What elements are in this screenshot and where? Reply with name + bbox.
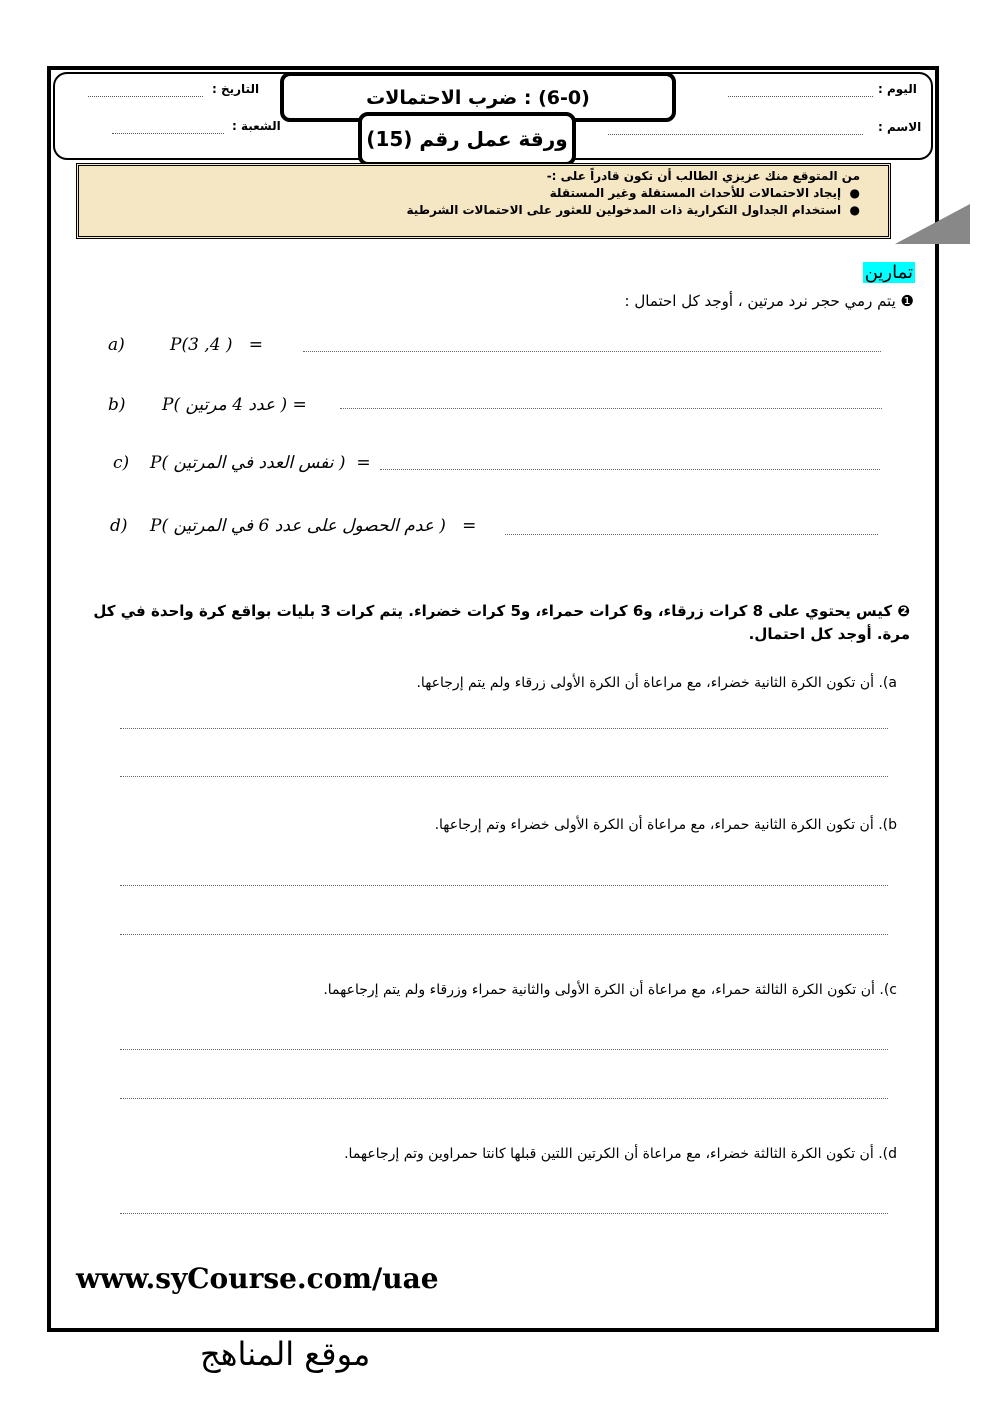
lesson-title: (6-0) : ضرب الاحتمالات	[280, 72, 676, 122]
q2-part-d	[344, 1146, 897, 1162]
q1-part-d-expr: P( عدم الحصول على عدد 6 في المرتين ) =	[150, 516, 477, 536]
day-label: اليوم :	[878, 82, 917, 96]
answer-line[interactable]	[120, 1049, 888, 1050]
q1-part-c-label: c)	[113, 453, 130, 473]
q1-part-b-label: b)	[108, 395, 126, 415]
q1-part-d-label: d)	[110, 516, 128, 536]
answer-line[interactable]	[120, 934, 888, 935]
q1-part-c-expr: P( نفس العدد في المرتين ) =	[150, 453, 371, 473]
answer-line[interactable]	[120, 885, 888, 886]
answer-line[interactable]	[303, 351, 881, 352]
section-field[interactable]	[112, 133, 224, 134]
section-title: تمارين	[864, 262, 913, 283]
part-text: أن تكون الكرة الثالثة خضراء، مع مراعاة أن الكرتين اللتين قبلها كانتا حمراوين وتم إرجاعهما.	[344, 1146, 874, 1162]
page-frame	[47, 66, 939, 1332]
question-text: كيس يحتوي على 8 كرات زرقاء، و6 كرات حمراء، و5 كرات خضراء. يتم كرات 3 بليات بواقع كرة واحدة في كل مرة. أوجد كل احتمال.	[93, 602, 910, 643]
question-number: ❶	[900, 292, 914, 310]
date-field[interactable]	[88, 96, 203, 97]
objective-text: استخدام الجداول التكرارية ذات المدخولين للعثور على الاحتمالات الشرطية	[406, 203, 842, 217]
q2-part-b	[435, 817, 897, 833]
part-label: d).	[878, 1146, 897, 1162]
q1-part-a-expr: P(3 ,4 ) =	[170, 335, 264, 355]
answer-line[interactable]	[120, 1098, 888, 1099]
part-label: a).	[878, 675, 897, 691]
q1-part-a-label: a)	[108, 335, 125, 355]
worksheet-number: ورقة عمل رقم (15)	[358, 112, 576, 166]
objectives-intro: من المتوقع منك عزيزي الطالب أن تكون قادراً على :-	[546, 169, 860, 183]
answer-line[interactable]	[120, 728, 888, 729]
name-field[interactable]	[608, 134, 863, 135]
name-label: الاسم :	[878, 120, 922, 134]
q2-part-a	[416, 675, 897, 691]
date-label: التاريخ :	[212, 82, 260, 96]
day-field[interactable]	[728, 96, 873, 97]
answer-line[interactable]	[505, 534, 878, 535]
site-logo-text: موقع المناهج	[200, 1335, 371, 1373]
objective-item: ● استخدام الجداول التكرارية ذات المدخولين للعثور على الاحتمالات الشرطية	[406, 203, 860, 217]
part-label: c).	[879, 982, 897, 998]
part-text: أن تكون الكرة الثالثة حمراء، مع مراعاة أن الكرة الأولى والثانية حمراء وزرقاء ولم يتم إرجاعهما.	[323, 982, 875, 998]
part-text: أن تكون الكرة الثانية حمراء، مع مراعاة أن الكرة الأولى خضراء وتم إرجاعها.	[434, 817, 874, 833]
question-number: ❷	[897, 602, 910, 620]
q2-part-c	[323, 982, 897, 998]
section-label: الشعبة :	[232, 119, 281, 133]
answer-line[interactable]	[120, 1213, 888, 1214]
question-2	[85, 600, 910, 646]
objective-item: ● إيجاد الاحتمالات للأحداث المستقلة وغير المستقلة	[549, 186, 860, 200]
part-label: b).	[878, 817, 897, 833]
objective-text: إيجاد الاحتمالات للأحداث المستقلة وغير المستقلة	[549, 186, 842, 200]
part-text: أن تكون الكرة الثانية خضراء، مع مراعاة أن الكرة الأولى زرقاء ولم يتم إرجاعها.	[416, 675, 875, 691]
website-url[interactable]: www.syCourse.com/uae	[76, 1262, 439, 1295]
arrow-decoration	[895, 204, 970, 244]
answer-line[interactable]	[120, 776, 888, 777]
answer-line[interactable]	[340, 408, 882, 409]
question-text: يتم رمي حجر نرد مرتين ، أوجد كل احتمال :	[624, 292, 896, 310]
objectives-box	[76, 163, 891, 239]
q1-part-b-expr: P( عدد 4 مرتين ) =	[162, 395, 307, 415]
answer-line[interactable]	[380, 469, 880, 470]
question-1	[625, 292, 914, 310]
